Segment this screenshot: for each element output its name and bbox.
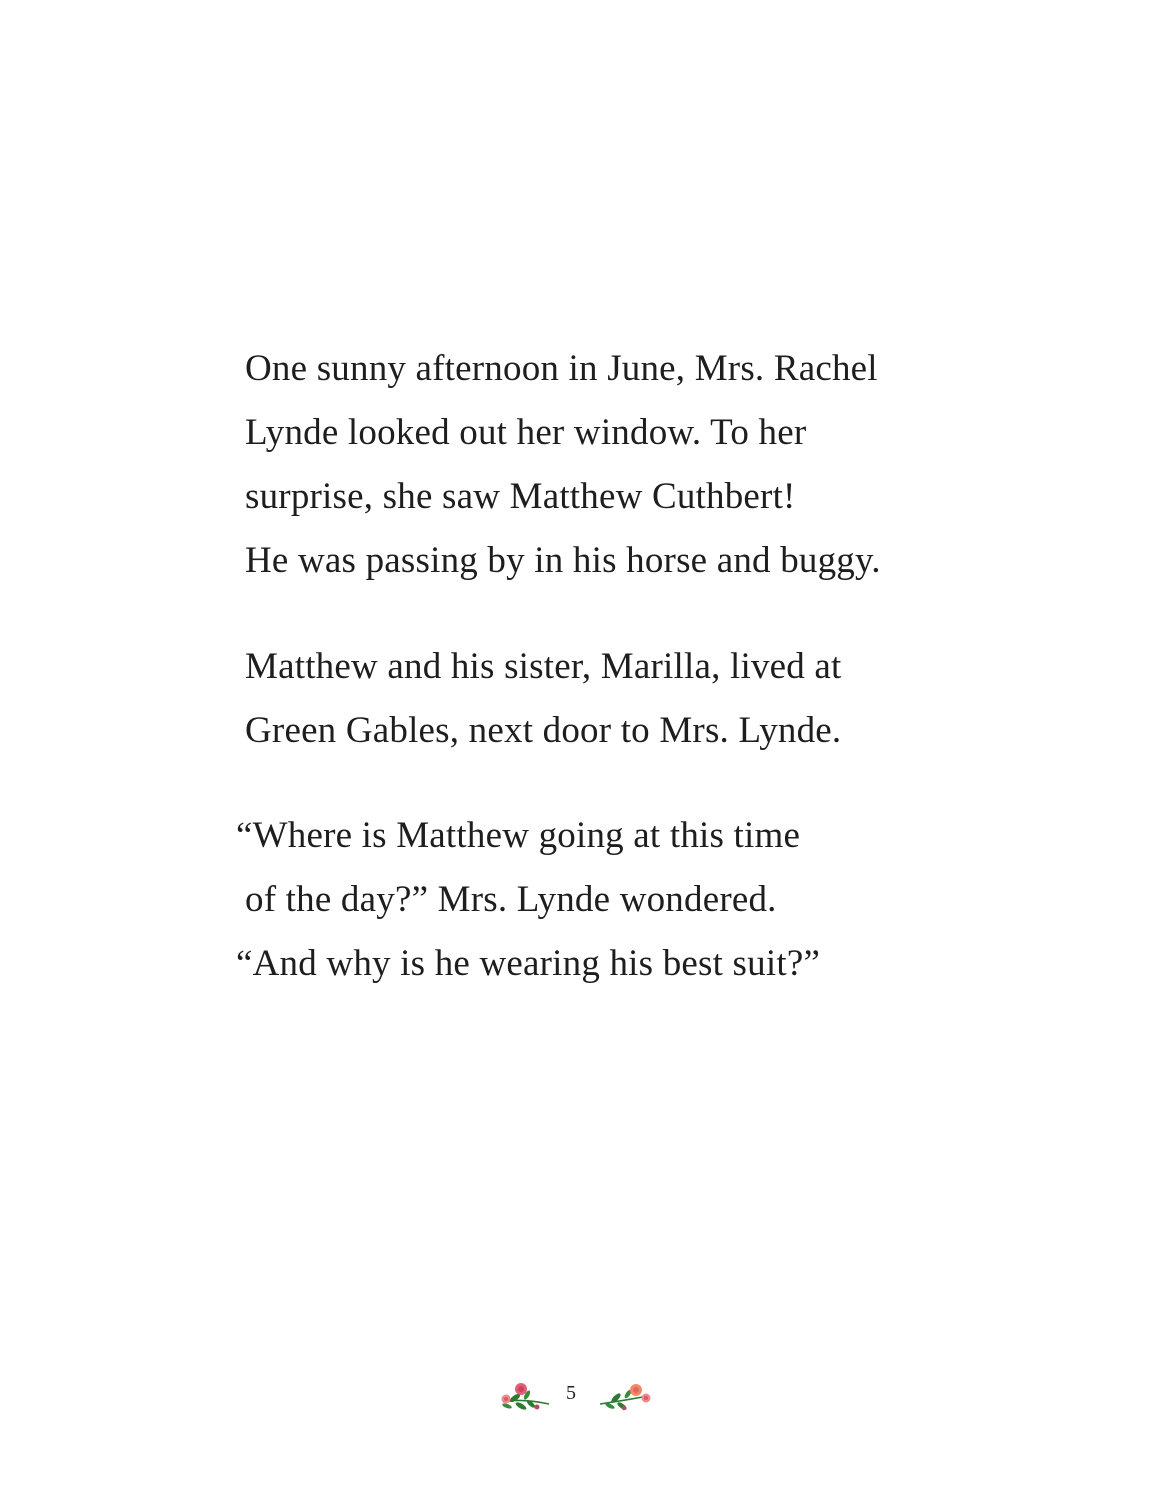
text-line: surprise, she saw Matthew Cuthbert! — [245, 476, 796, 517]
text-line: Lynde looked out her window. To her — [245, 412, 807, 453]
text-line: He was passing by in his horse and buggy. — [245, 540, 881, 581]
page-number: 5 — [566, 1382, 576, 1404]
text-line: One sunny afternoon in June, Mrs. Rachel — [245, 348, 878, 389]
text-line: Green Gables, next door to Mrs. Lynde. — [245, 710, 842, 751]
rose-sprig-icon — [596, 1378, 654, 1414]
text-line: “Where is Matthew going at this time — [236, 815, 801, 856]
text-line: of the day?” Mrs. Lynde wondered. — [245, 879, 777, 920]
text-line: “And why is he wearing his best suit?” — [236, 943, 821, 984]
text-line: Matthew and his sister, Marilla, lived at — [245, 646, 842, 687]
rose-sprig-icon — [497, 1378, 555, 1414]
page-footer — [0, 1378, 1151, 1414]
